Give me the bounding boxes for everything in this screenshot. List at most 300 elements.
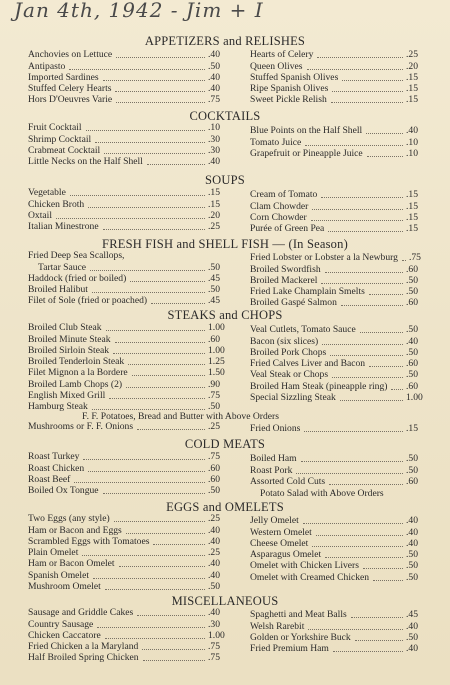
menu-item [250,515,436,526]
menu-item-name: Antipasto [28,60,66,72]
dot-leader [113,353,205,354]
dot-leader [109,398,205,399]
dot-leader [116,57,205,58]
menu-item-name: Cream of Tomato [250,189,318,201]
menu-item [250,263,436,274]
menu-item-name: Roast Chicken [28,462,85,474]
menu-item-price: .40 [208,524,220,536]
menu-item-price: .40 [208,156,220,168]
menu-item [28,547,238,558]
menu-item-price: .50 [406,571,418,583]
menu-item-price: .60 [406,297,418,309]
menu-item [28,652,238,663]
menu-item-price: .50 [406,631,418,643]
section-title-eggs: EGGS and OMELETS [166,500,284,514]
menu-item-price: .45 [208,272,220,284]
menu-item-name: Boiled Ham [250,453,297,465]
cocktails-right-list [250,125,436,159]
menu-item [250,49,436,60]
menu-item [250,476,436,487]
dot-leader [369,294,403,295]
dot-leader [301,461,403,462]
menu-item-name: Welsh Rarebit [250,620,305,632]
menu-item-name: Broiled Sirloin Steak [28,344,110,356]
menu-item [28,641,238,652]
menu-item [28,284,238,295]
menu-item [28,122,238,133]
menu-item-name: Oxtail [28,209,52,221]
menu-item-price: .50 [406,464,418,476]
menu-item-price: .40 [406,335,418,347]
handwritten-date-note: Jan 4th, 1942 - Jim + I [14,0,264,22]
menu-item-price: .15 [406,423,418,435]
menu-item-price: .40 [208,607,220,619]
dot-leader [92,292,205,293]
menu-item-price: .40 [208,558,220,570]
menu-item-name: Clam Chowder [250,200,309,212]
menu-item-price: .30 [208,133,220,145]
menu-item-name: Broiled Lamb Chops (2) [28,378,123,390]
menu-item [28,221,238,232]
section-title-fish: FRESH FISH and SHELL FISH — (In Season) [102,237,348,251]
menu-item-name: Haddock (fried or boiled) [28,272,127,284]
menu-item-price: .60 [406,263,418,275]
dot-leader [325,557,403,558]
menu-item-price: .50 [208,581,220,593]
soups-left-list [28,187,238,232]
menu-item [250,609,436,620]
menu-item-name: Fried Onions [250,423,301,435]
menu-item [28,145,238,156]
menu-item-price: .10 [406,147,418,159]
menu-item [250,94,436,105]
dot-leader [88,471,205,472]
appetizers-right-list [250,49,436,105]
menu-item-price: .90 [208,378,220,390]
dot-leader [70,195,205,196]
menu-item [28,630,238,641]
menu-item [250,72,436,83]
menu-item-price: .15 [406,200,418,212]
menu-item [28,569,238,580]
menu-item-price: .15 [406,94,418,106]
dot-leader [360,332,403,333]
menu-item [250,125,436,136]
dot-leader [316,535,403,536]
menu-item-name: Chicken Broth [28,198,85,210]
menu-item [250,324,436,335]
menu-item-price: .45 [406,609,418,621]
dot-leader [317,57,403,58]
menu-item-name: Special Sizzling Steak [250,392,336,404]
menu-item-name: Broiled Club Steak [28,322,102,334]
menu-item-name: Scrambled Eggs with Tomatoes [28,535,150,547]
menu-item-name: Stuffed Celery Hearts [28,83,112,95]
menu-item [28,133,238,144]
dot-leader [82,555,205,556]
menu-item-price: .60 [406,380,418,392]
menu-item-price: 1.00 [208,322,225,334]
menu-item-price: .60 [208,462,220,474]
menu-item-name: Assorted Cold Cuts [250,475,326,487]
menu-item [28,295,238,306]
appetizers-left-list [28,49,238,105]
cold-meats-left-list [28,451,238,496]
menu-item [28,536,238,547]
dot-leader [56,218,205,219]
menu-item-name: Fried Chicken a la Maryland [28,641,139,653]
dot-leader [74,482,205,483]
menu-item [250,453,436,464]
menu-item [28,187,238,198]
menu-item-name: Mushroom Omelet [28,581,101,593]
menu-item-price: .40 [208,71,220,83]
menu-item-name: Italian Minestrone [28,221,99,233]
menu-item-price: .50 [406,274,418,286]
section-title-appetizers: APPETIZERS and RELISHES [144,34,306,48]
menu-item-price: .10 [208,122,220,134]
menu-item [28,513,238,524]
dot-leader [366,133,403,134]
menu-item-name: Fried Lobster or Lobster a la Newburg [250,252,398,264]
menu-item-price: .45 [208,295,220,307]
menu-item-name: Ham or Bacon Omelet [28,558,115,570]
menu-item-price: .15 [406,71,418,83]
menu-item [250,83,436,94]
dot-leader [95,142,205,143]
menu-item-price: .50 [406,286,418,298]
menu-item-price: .75 [208,652,220,664]
menu-item [28,378,238,389]
menu-item-name: Broiled Halibut [28,284,88,296]
menu-item-price: .25 [208,221,220,233]
dot-leader [105,638,205,639]
menu-item-price: .50 [208,401,220,413]
menu-item [28,462,238,473]
fish-left-list [28,250,238,306]
misc-left-list [28,607,238,663]
dot-leader [369,366,403,367]
menu-item [250,335,436,346]
menu-item-name: Broiled Tenderloin Steak [28,356,125,368]
menu-item [250,560,436,571]
menu-item-name: Vegetable [28,187,66,199]
menu-item [28,210,238,221]
menu-item-price: .15 [208,187,220,199]
dot-leader [329,484,403,485]
menu-item-name: Imported Sardines [28,71,99,83]
menu-item-name: Golden or Yorkshire Buck [250,631,351,643]
menu-item-price: 1.25 [208,356,225,368]
menu-item [250,526,436,537]
eggs-right-list [250,515,436,583]
menu-item [250,60,436,71]
menu-item-price: .30 [208,144,220,156]
section-title-cold-meats: COLD MEATS [184,437,266,451]
steaks-extra-left [28,421,238,432]
menu-item-name: Western Omelet [250,526,312,538]
steaks-right-list [250,324,436,403]
menu-item-price: .75 [408,252,421,264]
menu-item-price: .40 [208,83,220,95]
menu-item-price: .40 [406,515,418,527]
menu-item-name: Broiled Minute Steak [28,333,111,345]
menu-item-price: .60 [208,473,220,485]
dot-leader [322,344,403,345]
menu-item-name: Anchovies on Lettuce [28,49,113,61]
menu-item [250,148,436,159]
menu-item-name: Shrimp Cocktail [28,133,92,145]
menu-item-price: .10 [406,136,418,148]
menu-item-price: .40 [406,620,418,632]
steaks-extra-right [250,423,436,434]
menu-item-name: Little Necks on the Half Shell [28,156,143,168]
menu-item-name: Fruit Cocktail [28,122,82,134]
menu-item [28,198,238,209]
menu-item-price: .40 [208,569,220,581]
dot-leader [119,566,205,567]
menu-item [28,618,238,629]
menu-item-price: .25 [208,421,220,433]
dot-leader [143,660,205,661]
dot-leader [106,330,205,331]
menu-item-price: .25 [208,547,220,559]
menu-item-price: .50 [406,324,418,336]
menu-item-price: .75 [208,94,220,106]
menu-item [250,212,436,223]
eggs-left-list [28,513,238,592]
menu-item-price: .40 [208,535,220,547]
menu-item [28,451,238,462]
menu-item-price: 1.00 [208,629,225,641]
menu-item-price: .50 [406,549,418,561]
menu-item [28,250,238,261]
menu-item [250,358,436,369]
dot-leader [90,270,205,271]
menu-item-price: .40 [406,125,418,137]
menu-item [28,94,238,105]
menu-item-name: Sweet Pickle Relish [250,94,327,106]
dot-leader [93,578,205,579]
menu-item [28,322,238,333]
menu-item [250,347,436,358]
menu-item-price: .40 [208,49,220,61]
section-title-misc: MISCELLANEOUS [171,594,279,608]
menu-item-name: Boiled Ox Tongue [28,485,99,497]
menu-item-price: .25 [208,513,220,525]
menu-item [250,549,436,560]
dot-leader [103,229,205,230]
dot-leader [367,156,403,157]
menu-item-name: Filet of Sole (fried or poached) [28,295,148,307]
dot-leader [114,521,205,522]
menu-item-price: .75 [208,641,220,653]
dot-leader [307,69,404,70]
menu-item-price: .60 [406,475,418,487]
dot-leader [137,615,205,616]
menu-item-price: .20 [406,60,418,72]
menu-item-name: Mushrooms or F. F. Onions [28,421,134,433]
menu-item-price: .15 [208,198,220,210]
dot-leader [373,580,403,581]
menu-item-price: .40 [406,643,418,655]
menu-item [250,252,436,263]
menu-item-name: Cheese Omelet [250,537,309,549]
menu-item-price: .50 [208,60,220,72]
menu-item-price: .50 [208,485,220,497]
dot-leader [341,305,403,306]
menu-item-name: Broiled Mackerel [250,274,318,286]
menu-item [28,581,238,592]
section-title-steaks: STEAKS and CHOPS [167,308,283,322]
menu-item [28,83,238,94]
menu-item [28,474,238,485]
menu-item-name: Bacon (six slices) [250,335,319,347]
menu-item [28,72,238,83]
menu-item [250,423,436,434]
dot-leader [88,207,205,208]
menu-item [250,286,436,297]
menu-item-name: Ham or Bacon and Eggs [28,524,122,536]
steaks-note: F. F. Potatoes, Bread and Butter with Above Orders [82,411,279,422]
dot-leader [116,102,205,103]
menu-item-name: Roast Turkey [28,451,80,463]
menu-item-name: Hamburg Steak [28,401,88,413]
cold-meats-right-list [250,453,436,487]
menu-item [250,464,436,475]
dot-leader [128,364,205,365]
dot-leader [147,164,205,165]
menu-item [250,223,436,234]
menu-item-price: .50 [406,560,418,572]
menu-item-name: Broiled Ham Steak (pineapple ring) [250,380,388,392]
menu-item [250,392,436,403]
menu-item [250,632,436,643]
dot-leader [340,400,403,401]
dot-leader [83,459,205,460]
dot-leader [130,281,205,282]
dot-leader [137,429,205,430]
menu-item [28,156,238,167]
menu-item-name: Jelly Omelet [250,515,299,527]
menu-item-name: Sausage and Griddle Cakes [28,607,134,619]
menu-item-price: .50 [406,346,418,358]
menu-item-price: .75 [208,390,220,402]
menu-item-name: Veal Cutlets, Tomato Sauce [250,324,356,336]
menu-item-price: 1.00 [208,344,225,356]
menu-item [250,200,436,211]
dot-leader [321,197,403,198]
menu-item [250,275,436,286]
menu-item-name: Asparagus Omelet [250,549,322,561]
dot-leader [308,629,403,630]
menu-item-name: Roast Beef [28,473,71,485]
menu-item-name: Omelet with Chicken Livers [250,560,359,572]
menu-item-price: .25 [406,49,418,61]
dot-leader [342,80,403,81]
menu-item-name: Half Broiled Spring Chicken [28,652,139,664]
menu-item-name: Hors D'Oeuvres Varie [28,94,113,106]
fish-right-list [250,252,436,308]
menu-item-name: Purée of Green Pea [250,223,325,235]
menu-item [28,49,238,60]
dot-leader [305,145,403,146]
dot-leader [304,431,403,432]
dot-leader [333,651,403,652]
dot-leader [142,649,205,650]
dot-leader [355,640,403,641]
menu-item [28,356,238,367]
menu-item [28,421,238,432]
menu-item [28,558,238,569]
menu-item [250,189,436,200]
menu-item-price: .60 [208,333,220,345]
dot-leader [103,80,205,81]
dot-leader [69,69,205,70]
menu-item-price: 1.00 [406,392,423,404]
menu-item-name: Country Sausage [28,618,94,630]
menu-item-name: Broiled Swordfish [250,263,321,275]
menu-item-name: Veal Steak or Chops [250,369,329,381]
menu-item-price: .60 [406,358,418,370]
menu-item [28,607,238,618]
menu-item [28,261,238,272]
menu-item-name: Fried Calves Liver and Bacon [250,358,366,370]
menu-item-price: .50 [208,261,220,273]
menu-item-name: Queen Olives [250,60,303,72]
menu-item-name: Ripe Spanish Olives [250,83,329,95]
menu-item-name: Blue Points on the Half Shell [250,125,363,137]
dot-leader [312,209,403,210]
menu-item-name: Plain Omelet [28,547,79,559]
dot-leader [153,544,205,545]
dot-leader [332,91,403,92]
dot-leader [321,283,403,284]
soups-right-list [250,189,436,234]
menu-item-name: Tomato Juice [250,136,302,148]
dot-leader [332,377,403,378]
menu-item-name: Fried Premium Ham [250,643,329,655]
dot-leader [330,355,403,356]
dot-leader [126,387,205,388]
menu-item-price: .20 [208,209,220,221]
menu-item-name: English Mixed Grill [28,390,106,402]
menu-item-price: 1.50 [208,367,225,379]
menu-item-name: Spanish Omelet [28,569,90,581]
menu-item-name: Roast Pork [250,464,293,476]
menu-item-price: .30 [208,618,220,630]
dot-leader [97,627,205,628]
dot-leader [312,546,403,547]
cold-meats-note: Potato Salad with Above Orders [260,488,384,499]
menu-item-name: Omelet with Creamed Chicken [250,571,370,583]
menu-item [250,643,436,654]
menu-item-name: Hearts of Celery [250,49,314,61]
dot-leader [311,220,403,221]
menu-item-name: Stuffed Spanish Olives [250,71,339,83]
dot-leader [328,231,403,232]
dot-leader [132,375,205,376]
cocktails-left-list [28,122,238,167]
dot-leader [103,493,205,494]
menu-item-name: Fried Deep Sea Scallops, [28,250,125,262]
menu-item-price: .50 [406,369,418,381]
menu-item-name: Two Eggs (any style) [28,513,110,525]
menu-item-price: .75 [208,451,220,463]
menu-item-name: Filet Mignon a la Bordere [28,367,128,379]
menu-item [28,60,238,71]
menu-item-price: .50 [406,453,418,465]
